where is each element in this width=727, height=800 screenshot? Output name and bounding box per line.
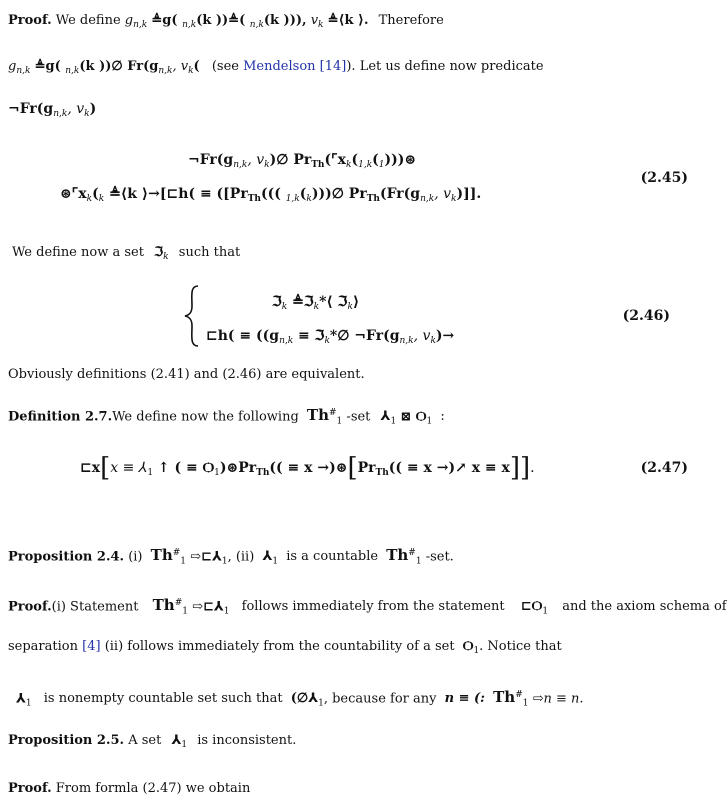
math-sub: 1 — [473, 646, 480, 656]
math: *⟨ ℑ — [319, 294, 348, 310]
math: Th — [386, 546, 409, 565]
math-sub: k — [324, 336, 330, 346]
proof-label: Proof. — [8, 781, 52, 796]
text: , (ii) — [227, 549, 255, 565]
proof-label: Proof. — [8, 599, 52, 615]
math: ⊏Ѻ — [520, 599, 543, 615]
citation-link-mendelson[interactable]: Mendelson [14] — [243, 59, 347, 74]
math-g: g — [124, 13, 134, 28]
math: ((( — [260, 186, 286, 202]
equation-2-45-line-1 — [188, 150, 416, 175]
math: )∅ Pr — [269, 152, 312, 168]
math-sub: 1 — [147, 468, 154, 478]
text: such that — [178, 245, 241, 260]
citation-link-4[interactable]: [4] — [82, 639, 101, 654]
math-sub: k — [84, 109, 90, 119]
math: ¬Fr(g — [188, 152, 234, 168]
math-sub: k — [347, 302, 353, 312]
text: and the axiom schema of — [562, 599, 727, 615]
math: ⊏x — [80, 460, 101, 476]
math-sub: 1 — [522, 698, 529, 709]
text: We define now the following — [112, 409, 299, 425]
math-sub: Th — [311, 160, 325, 170]
math-sub: Th — [256, 468, 270, 478]
math-sub: n,k — [420, 194, 435, 204]
equation-2-47: ⊏x[x ≡ $⅄_1$ ↑ ( ≡ $Ѻ_1)⊛Pr_{Th}(( \equiv x$ $\to)⊛[Pr_{Th}(( \equiv x$ →)↗ x ≡ x]]. — [80, 453, 535, 483]
math-sub: k — [163, 252, 169, 262]
math: ⅄ — [16, 691, 26, 707]
math: )⊛Pr — [219, 460, 257, 476]
math-sub: k — [451, 194, 457, 204]
math-sub: n,k — [399, 336, 414, 346]
math-sub: k — [306, 194, 312, 204]
math-sub: 1 — [336, 416, 343, 427]
math: ⅄ — [171, 733, 182, 748]
math: (( ≡ x →)⊛ — [269, 460, 348, 476]
math-v: v — [310, 13, 319, 28]
proof-2-4-line-2 — [8, 638, 562, 660]
math-sub: k — [264, 160, 270, 170]
text: is a countable — [286, 549, 379, 565]
math-sub: k — [86, 194, 93, 204]
math-sub: k — [430, 336, 436, 346]
define-set-line — [12, 244, 240, 266]
math-sub: 1 — [426, 416, 433, 427]
math-sub: 1 — [542, 606, 549, 617]
math-sub: 1 — [181, 740, 188, 750]
math: , v — [413, 328, 431, 344]
math: )→ — [435, 328, 455, 344]
math-sup: # — [174, 598, 183, 608]
proof-2-5 — [8, 780, 250, 798]
math: Th — [306, 406, 329, 425]
math-glyphs: ≜⟨k ⟩. — [327, 13, 369, 28]
text: -set. — [425, 549, 454, 565]
math-sub: n,k — [16, 66, 31, 76]
equivalence-sentence: Obviously definitions (2.41) and (2.46) are equivalent. — [8, 367, 365, 382]
predicate-line — [8, 100, 96, 123]
math: (Fr(g — [379, 186, 421, 202]
math: ⊏h( ≡ ((g — [206, 328, 280, 344]
math: ( — [92, 186, 99, 202]
math-glyphs: (k ))≜( — [196, 13, 250, 28]
text: -set — [346, 409, 371, 425]
equation-number-2-47: (2.47) — [640, 460, 688, 476]
proof-label: Proof. — [8, 13, 52, 28]
proof-2-4-line-3 — [16, 686, 584, 712]
math-sub: n,k — [65, 66, 80, 76]
math: n ≡ (: — [444, 691, 485, 707]
math-glyphs: ≜g( — [34, 59, 66, 74]
math-sub: 1 — [318, 698, 324, 709]
math-sub: 1,k — [358, 160, 373, 170]
math-sup: # — [515, 690, 523, 700]
math-sub: 1 — [390, 416, 397, 427]
text: : — [440, 409, 445, 425]
math: (( ≡ x →)↗ x ≡ x — [388, 460, 510, 476]
math-sub: 1 — [182, 606, 188, 617]
equation-number-2-45: (2.45) — [640, 170, 688, 186]
text: , because for any — [323, 691, 437, 707]
math: ⇨⊏⅄ — [192, 599, 224, 615]
math: ≜⟨k ⟩→[⊏h( ≡ ([Pr — [104, 186, 248, 202]
math-sub: 1 — [180, 556, 187, 567]
math: ⇨⊏⅄ — [190, 549, 222, 565]
math-sub: n,k — [279, 336, 294, 346]
math: Th — [493, 688, 516, 707]
math-glyphs: ≜g( — [151, 13, 183, 28]
text: From formla (2.47) we obtain — [55, 781, 251, 796]
text: We define now a set — [12, 245, 144, 260]
text: separation — [8, 639, 78, 654]
math-sub: Th — [366, 194, 380, 204]
definition-label: Definition 2.7. — [8, 409, 113, 425]
math-sup: # — [329, 408, 337, 418]
math: )]]. — [456, 186, 482, 202]
proof-line-1 — [8, 12, 444, 34]
math: , v — [247, 152, 265, 168]
math-sub: k — [346, 160, 352, 170]
math: ⅄ — [380, 409, 391, 425]
math-glyphs: , v — [67, 101, 85, 117]
math: ⊠ Ѻ — [400, 409, 427, 425]
math-glyphs: ( — [193, 59, 200, 74]
proof-line-2 — [8, 58, 544, 80]
math: ⅄ — [262, 549, 273, 565]
text: (see — [211, 59, 239, 74]
math-sub: n,k — [158, 66, 173, 76]
math: (∅⅄ — [290, 691, 319, 707]
math: x ≡ ⅄ — [110, 460, 148, 476]
math-symbol: ℑ — [154, 245, 164, 260]
math: Pr — [357, 460, 376, 476]
math: Th — [150, 546, 173, 565]
math: ( — [299, 186, 307, 202]
proposition-label: Proposition 2.4. — [8, 549, 125, 565]
math-sub: k — [281, 302, 288, 312]
math: *∅ ¬Fr(g — [329, 328, 400, 344]
math-sup: # — [172, 548, 181, 558]
math-sub: 1 — [272, 556, 279, 567]
math-sub: k — [318, 20, 324, 30]
math: ⊛⌜x — [60, 186, 87, 202]
math: (⌜x — [324, 152, 347, 168]
math-g: g — [8, 59, 17, 74]
math: Ѻ — [462, 639, 474, 654]
math-glyphs: ¬Fr(g — [8, 101, 54, 117]
math-sub: 1 — [221, 556, 228, 567]
math: ≡ ℑ — [293, 328, 325, 344]
proposition-2-4: Proposition 2.4. (i) $Th^{\#}_1$ $⇨⊏⅄_1$, (ii) $⅄_1$ is a countable $Th^{\#}_1$ -set. — [8, 546, 454, 567]
math: ( — [351, 152, 359, 168]
definition-2-7 — [8, 404, 445, 430]
math-sub: Th — [375, 468, 389, 478]
text: Therefore — [378, 13, 444, 28]
math-sub: n,k — [53, 109, 68, 119]
math: ≜ℑ — [287, 294, 314, 310]
proposition-2-5 — [8, 732, 296, 754]
math: ↑ ( ≡ Ѻ — [153, 460, 215, 476]
math-sub: n,k — [133, 20, 148, 30]
math-glyphs: (k ))), — [263, 13, 307, 28]
equation-2-46-row-2 — [206, 326, 454, 351]
proposition-label: Proposition 2.5. — [8, 733, 125, 748]
text: ). Let us define now predicate — [346, 59, 544, 74]
text: (i) — [128, 549, 143, 565]
math-sub: n,k — [182, 20, 197, 30]
math-sub: n,k — [233, 160, 248, 170]
left-brace — [182, 284, 202, 348]
math: ⟩ — [352, 294, 360, 310]
math: , v — [434, 186, 451, 202]
math-sub: k — [313, 302, 320, 312]
text: is nonempty countable set such that — [43, 691, 283, 707]
math-sub: 1,k — [285, 194, 300, 204]
math-sub: n,k — [249, 20, 264, 30]
math-sub: k — [188, 66, 194, 76]
math: )))∅ Pr — [311, 186, 367, 202]
math-sub: k — [98, 194, 105, 204]
math-glyphs: (k ))∅ Fr(g — [79, 59, 159, 74]
text: . Notice that — [479, 639, 562, 654]
text: (i) Statement — [51, 599, 139, 615]
proof-2-4-line-1 — [8, 594, 727, 620]
math-sub: 1 — [214, 468, 220, 478]
text: is inconsistent. — [197, 733, 297, 748]
equation-number-2-46: (2.46) — [622, 308, 670, 324]
math-glyphs: , v — [172, 59, 189, 74]
math: ⇨n ≡ n. — [532, 691, 584, 707]
math: ℑ — [272, 294, 282, 310]
math-glyphs: ) — [89, 101, 97, 117]
text: We define — [55, 13, 121, 28]
text: A set — [128, 733, 162, 748]
math: Th — [152, 596, 175, 615]
text: follows immediately from the statement — [241, 599, 505, 615]
math-sub: Th — [247, 194, 261, 204]
equation-2-45-line-2 — [60, 184, 481, 209]
equation-2-46-row-1 — [272, 292, 359, 317]
math-sub: 1 — [223, 606, 230, 617]
math-sub: 1 — [25, 698, 32, 709]
math: ( — [372, 152, 379, 168]
text: (ii) follows immediately from the countability of a set — [104, 639, 455, 654]
math: )))⊛ — [384, 152, 417, 168]
math-sub: 1 — [378, 160, 385, 170]
